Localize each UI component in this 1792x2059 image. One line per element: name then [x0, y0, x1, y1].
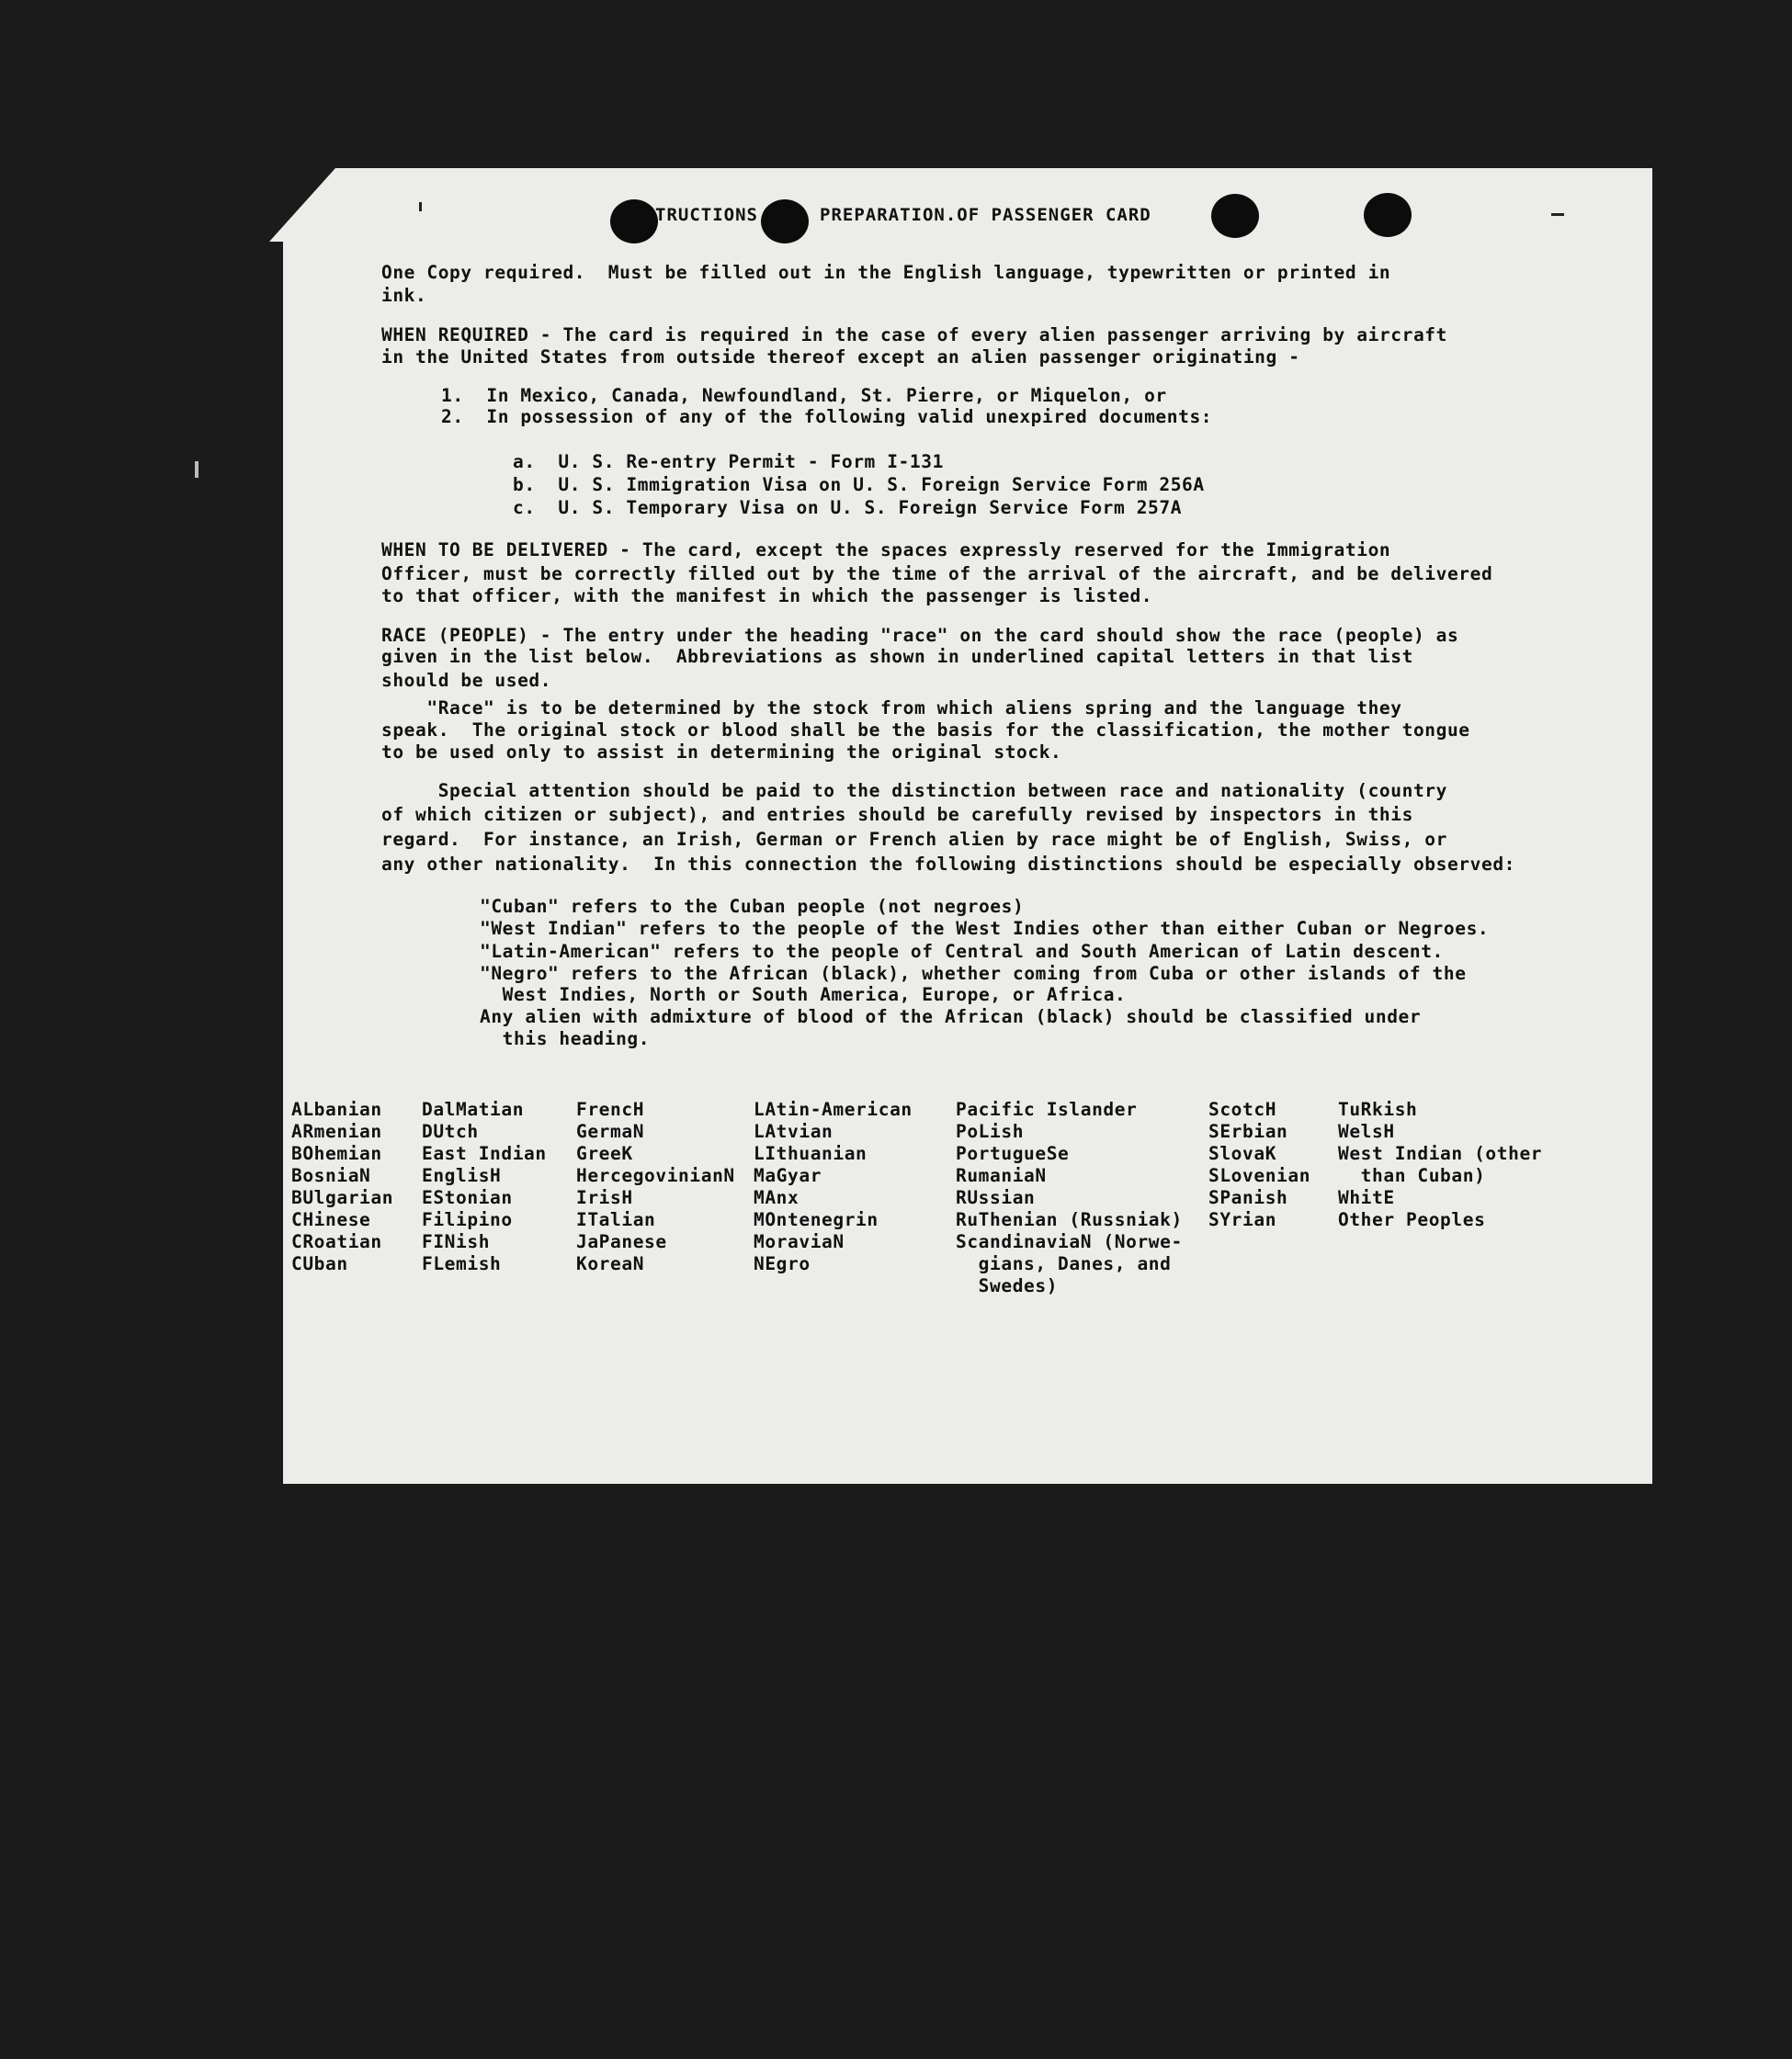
race-item: BOhemian	[291, 1143, 382, 1164]
distinction-line: Any alien with admixture of blood of the African (black) should be classified under	[480, 1006, 1422, 1027]
race-item: DUtch	[422, 1121, 479, 1142]
race-item: ALbanian	[291, 1099, 382, 1120]
race-item: PoLish	[956, 1121, 1025, 1142]
race-item: HercegovinianN	[576, 1165, 735, 1186]
race-item: gians, Danes, and	[956, 1253, 1172, 1274]
distinction-line: this heading.	[480, 1028, 651, 1049]
race-people-line: RACE (PEOPLE) - The entry under the heading "race" on the card should show the race (people) as	[381, 625, 1459, 646]
document-item: a. U. S. Re-entry Permit - Form I-131	[513, 451, 944, 472]
race-item: LAtin-American	[754, 1099, 913, 1120]
race-item: West Indian (other	[1338, 1143, 1543, 1164]
race-item: ScandinaviaN (Norwe-	[956, 1231, 1183, 1252]
document-item: b. U. S. Immigration Visa on U. S. Foreign Service Form 256A	[513, 474, 1205, 495]
race-item: CUban	[291, 1253, 348, 1274]
race-item: NEgro	[754, 1253, 811, 1274]
race-list-column-3	[576, 1099, 735, 1275]
punch-hole	[610, 199, 658, 243]
race-item: FLemish	[422, 1253, 502, 1274]
race-item: EnglisH	[422, 1165, 502, 1186]
numbered-item: 1. In Mexico, Canada, Newfoundland, St. Pierre, or Miquelon, or	[441, 385, 1167, 406]
race-item: ScotcH	[1208, 1099, 1277, 1120]
race-item: EStonian	[422, 1187, 513, 1208]
race-item: CHinese	[291, 1209, 371, 1230]
race-item: SErbian	[1208, 1121, 1288, 1142]
race-definition-line: speak. The original stock or blood shall be the basis for the classification, the mother tongue	[381, 719, 1470, 741]
race-item: GermaN	[576, 1121, 645, 1142]
race-item: SYrian	[1208, 1209, 1277, 1230]
when-required-line: WHEN REQUIRED - The card is required in the case of every alien passenger arriving by aircraft	[381, 324, 1447, 345]
page-title-part-2: PREPARATION.OF PASSENGER CARD	[820, 205, 1151, 225]
race-item: RumaniaN	[956, 1165, 1047, 1186]
punch-hole	[761, 199, 809, 243]
when-required-line: in the United States from outside thereof except an alien passenger originating -	[381, 346, 1300, 368]
race-item: BosniaN	[291, 1165, 371, 1186]
numbered-item: 2. In possession of any of the following valid unexpired documents:	[441, 406, 1213, 427]
race-item: CRoatian	[291, 1231, 382, 1252]
ink-mark	[419, 202, 422, 211]
special-attention-line: any other nationality. In this connection the following distinctions should be especially observed:	[381, 854, 1515, 875]
special-attention-line: of which citizen or subject), and entries should be carefully revised by inspectors in this	[381, 804, 1413, 825]
race-item: RUssian	[956, 1187, 1036, 1208]
distinction-line: West Indies, North or South America, Europe, or Africa.	[480, 984, 1127, 1005]
race-item: PortugueSe	[956, 1143, 1070, 1164]
distinction-line: "West Indian" refers to the people of the West Indies other than either Cuban or Negroes.	[480, 918, 1490, 939]
race-item: SlovaK	[1208, 1143, 1277, 1164]
race-definition-line: "Race" is to be determined by the stock from which aliens spring and the language they	[381, 697, 1402, 718]
race-item: IrisH	[576, 1187, 633, 1208]
race-item: DalMatian	[422, 1099, 525, 1120]
race-item: Swedes)	[956, 1275, 1059, 1296]
race-item: MaGyar	[754, 1165, 822, 1186]
race-item: Other Peoples	[1338, 1209, 1486, 1230]
race-item: WelsH	[1338, 1121, 1395, 1142]
race-item: BUlgarian	[291, 1187, 394, 1208]
special-attention-line: regard. For instance, an Irish, German or French alien by race might be of English, Swiss, or	[381, 829, 1447, 850]
race-item: RuThenian (Russniak)	[956, 1209, 1183, 1230]
race-list-column-6	[1208, 1099, 1310, 1231]
race-people-line: given in the list below. Abbreviations as shown in underlined capital letters in that list	[381, 646, 1413, 667]
race-list-column-1	[291, 1099, 393, 1275]
race-item: KoreaN	[576, 1253, 645, 1274]
page-title-part-1: TRUCTIONS	[655, 205, 758, 225]
race-item: than Cuban)	[1338, 1165, 1486, 1186]
race-item: ITalian	[576, 1209, 656, 1230]
race-item: FrencH	[576, 1099, 645, 1120]
race-item: LAtvian	[754, 1121, 834, 1142]
when-delivered-line: Officer, must be correctly filled out by the time of the arrival of the aircraft, and be delivered	[381, 563, 1493, 584]
race-item: WhitE	[1338, 1187, 1395, 1208]
race-item: TuRkish	[1338, 1099, 1418, 1120]
punch-hole	[1211, 194, 1259, 238]
race-item: MAnx	[754, 1187, 800, 1208]
ink-mark	[195, 461, 198, 478]
race-item: LIthuanian	[754, 1143, 868, 1164]
race-list-column-4	[754, 1099, 913, 1275]
race-item: MOntenegrin	[754, 1209, 879, 1230]
race-item: MoraviaN	[754, 1231, 845, 1252]
race-list-column-2	[422, 1099, 547, 1275]
race-list-column-5	[956, 1099, 1183, 1297]
race-item: ARmenian	[291, 1121, 382, 1142]
distinction-line: "Negro" refers to the African (black), whether coming from Cuba or other islands of the	[480, 963, 1467, 984]
special-attention-line: Special attention should be paid to the distinction between race and nationality (country	[381, 780, 1447, 801]
race-item: GreeK	[576, 1143, 633, 1164]
race-people-line: should be used.	[381, 670, 552, 691]
race-item: FINish	[422, 1231, 491, 1252]
race-definition-line: to be used only to assist in determining the original stock.	[381, 741, 1062, 763]
document-item: c. U. S. Temporary Visa on U. S. Foreign Service Form 257A	[513, 497, 1183, 518]
intro-line: One Copy required. Must be filled out in the English language, typewritten or printed in	[381, 262, 1391, 283]
race-item: SPanish	[1208, 1187, 1288, 1208]
when-delivered-line: WHEN TO BE DELIVERED - The card, except the spaces expressly reserved for the Immigration	[381, 539, 1391, 560]
race-item: JaPanese	[576, 1231, 667, 1252]
punch-hole	[1364, 193, 1412, 237]
ink-mark	[1551, 213, 1564, 216]
race-item: Filipino	[422, 1209, 513, 1230]
distinction-line: "Latin-American" refers to the people of Central and South American of Latin descent.	[480, 941, 1444, 962]
intro-line: ink.	[381, 285, 427, 306]
when-delivered-line: to that officer, with the manifest in which the passenger is listed.	[381, 585, 1153, 606]
race-item: SLovenian	[1208, 1165, 1311, 1186]
distinction-line: "Cuban" refers to the Cuban people (not negroes)	[480, 896, 1025, 917]
race-item: Pacific Islander	[956, 1099, 1138, 1120]
race-list-column-7	[1338, 1099, 1542, 1231]
race-item: East Indian	[422, 1143, 547, 1164]
